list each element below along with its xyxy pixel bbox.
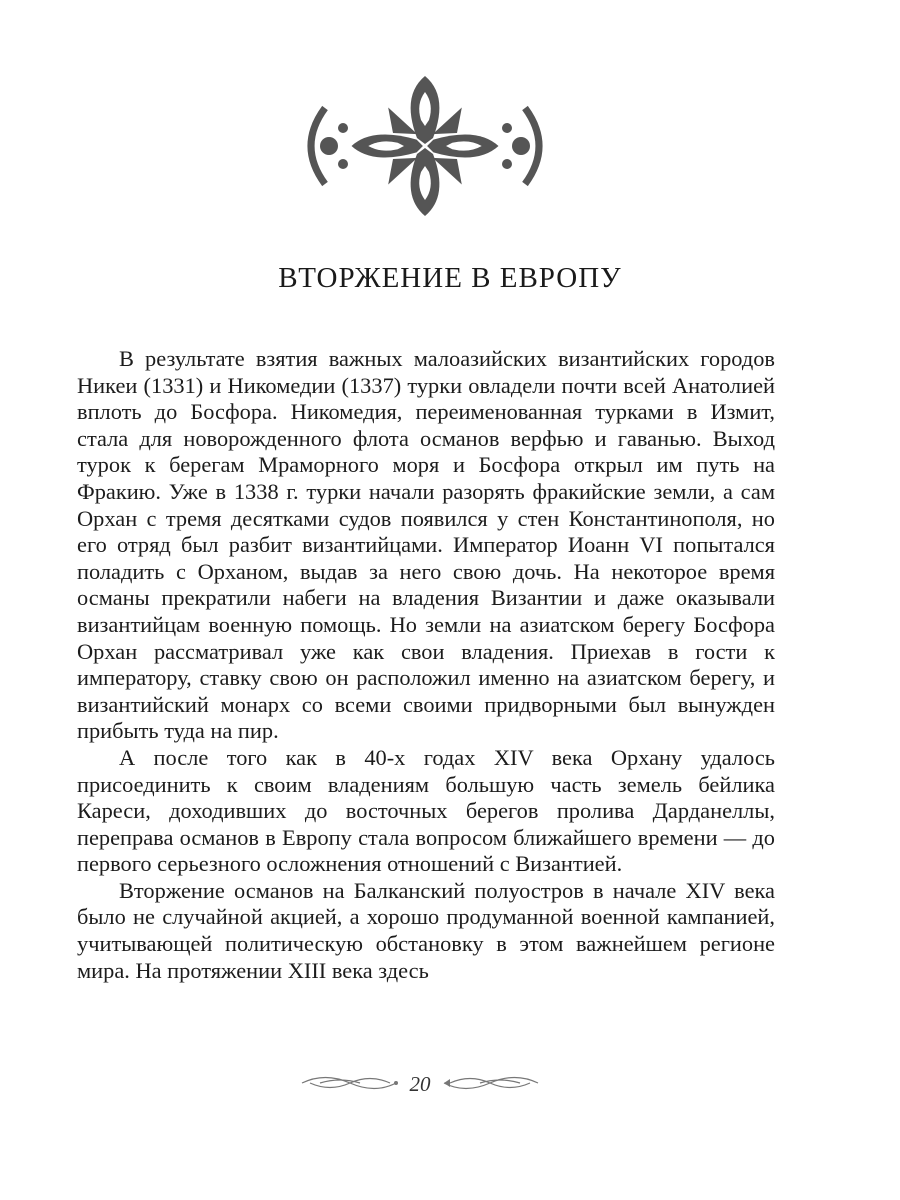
- decorative-ornament: [295, 75, 555, 217]
- page-footer: [300, 1068, 540, 1102]
- page-number: 20: [409, 1072, 431, 1096]
- paragraph: А после того как в 40-х годах XIV века Орхану удалось присоединить к своим владениям большую часть земель бейлика Кареси, доходивших до восточных берегов пролива Дарданеллы, переправа османов в Европу стала вопросом ближайшего времени — до первого серьезного осложнения отношений с Византией.: [77, 744, 775, 877]
- footer-flourish-right-icon: [440, 1068, 540, 1098]
- ornament-petal-right: [427, 134, 498, 157]
- body-text: [77, 346, 775, 984]
- footer-flourish-left-icon: [300, 1068, 400, 1098]
- ornament-petal-left: [352, 134, 423, 157]
- paragraph: В результате взятия важных малоазийских византийских городов Никеи (1331) и Никомедии (1337) турки овладели почти всей Анатолией вплоть до Босфора. Никомедия, переименованная турками в Измит, стала для новорожденного флота османов верфью и гаванью. Выход турок к берегам Мраморного моря и Босфора открыл им путь на Фракию. Уже в 1338 г. турки начали разорять фракийские земли, а сам Орхан с тремя десятками судов появился у стен Константинополя, но его отряд был разбит византийцами. Император Иоанн VI попытался поладить с Орханом, выдав за него свою дочь. На некоторое время османы прекратили набеги на владения Византии и даже оказывали византийцам военную помощь. Но земли на азиатском берегу Босфора Орхан рассматривал уже как свои владения. Приехав в гости к императору, ставку свою он расположил именно на азиатском берегу, и византийский монарх со всеми своими придворными был вынужден прибыть туда на пир.: [77, 346, 775, 744]
- paragraph: Вторжение османов на Балканский полуостров в начале XIV века было не случайной акцией, а хорошо продуманной военной кампанией, учитывающей политическую обстановку в этом важнейшем регионе мира. На протяжении XIII века здесь: [77, 877, 775, 983]
- chapter-title: ВТОРЖЕНИЕ В ЕВРОПУ: [278, 262, 622, 294]
